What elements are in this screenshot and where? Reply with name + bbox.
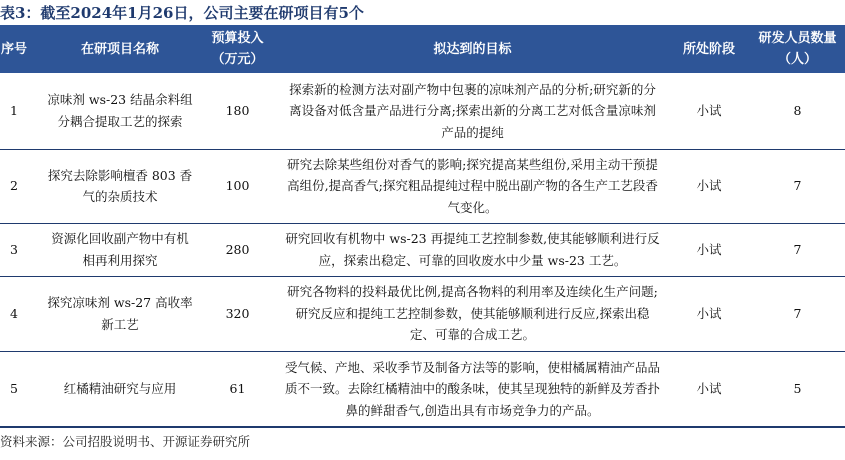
source-note: 资料来源：公司招股说明书、开源证券研究所 bbox=[0, 434, 251, 449]
header-no: 序号 bbox=[0, 41, 27, 57]
table-row bbox=[0, 223, 845, 276]
row-stage: 小试 bbox=[668, 223, 750, 276]
row-budget: 61 bbox=[198, 351, 277, 427]
row-goal: 探索新的检测方法对副产物中包裹的凉味剂产品的分析;研究新的分离设备对低含量产品进行分离;探索出新的分离工艺对低含量凉味剂产品的提纯 bbox=[277, 73, 668, 149]
row-budget: 180 bbox=[198, 73, 277, 149]
row-stage: 小试 bbox=[668, 351, 750, 427]
row-no: 1 bbox=[0, 73, 42, 149]
table-title: 表3：截至2024年1月26日，公司主要在研项目有5个 bbox=[0, 4, 364, 22]
header-budget: 预算投入（万元） bbox=[211, 31, 264, 67]
table-row bbox=[0, 149, 845, 223]
row-budget: 320 bbox=[198, 276, 277, 351]
row-goal: 研究去除某些组份对香气的影响;探究提高某些组份,采用主动干预提高组份,提高香气;探究粗品提纯过程中脱出副产物的各生产工艺段香气变化。 bbox=[277, 149, 668, 223]
row-no: 5 bbox=[0, 351, 42, 427]
table-row bbox=[0, 351, 845, 427]
row-no: 2 bbox=[0, 149, 42, 223]
header-row bbox=[0, 25, 845, 73]
row-name: 探究去除影响檀香 803 香气的杂质技术 bbox=[42, 149, 198, 223]
row-staff: 7 bbox=[750, 223, 845, 276]
row-staff: 8 bbox=[750, 73, 845, 149]
row-name: 红橘精油研究与应用 bbox=[42, 351, 198, 427]
row-goal: 受气候、产地、采收季节及制备方法等的影响，使柑橘属精油产品品质不一致。去除红橘精油中的酸条味，使其呈现独特的新鲜及芳香扑鼻的鲜甜香气,创造出具有市场竞争力的产品。 bbox=[277, 351, 668, 427]
row-goal: 研究回收有机物中 ws-23 再提纯工艺控制参数,使其能够顺利进行反应，探索出稳定、可靠的回收废水中少量 ws-23 工艺。 bbox=[277, 223, 668, 276]
table-row bbox=[0, 276, 845, 351]
row-name: 凉味剂 ws-23 结晶余料组分耦合提取工艺的探索 bbox=[42, 73, 198, 149]
row-name: 资源化回收副产物中有机相再利用探究 bbox=[42, 223, 198, 276]
header-staff: 研发人员数量（人） bbox=[758, 31, 837, 67]
row-no: 4 bbox=[0, 276, 42, 351]
header-stage: 所处阶段 bbox=[682, 41, 735, 57]
row-staff: 7 bbox=[750, 149, 845, 223]
header-goal: 拟达到的目标 bbox=[433, 41, 512, 57]
row-staff: 5 bbox=[750, 351, 845, 427]
header-name: 在研项目名称 bbox=[80, 41, 159, 57]
projects-table bbox=[0, 25, 845, 428]
row-stage: 小试 bbox=[668, 73, 750, 149]
row-budget: 280 bbox=[198, 223, 277, 276]
row-staff: 7 bbox=[750, 276, 845, 351]
table-row bbox=[0, 73, 845, 149]
row-name: 探究凉味剂 ws-27 高收率新工艺 bbox=[42, 276, 198, 351]
row-stage: 小试 bbox=[668, 276, 750, 351]
row-stage: 小试 bbox=[668, 149, 750, 223]
row-no: 3 bbox=[0, 223, 42, 276]
row-budget: 100 bbox=[198, 149, 277, 223]
row-goal: 研究各物料的投料最优比例,提高各物料的利用率及连续化生产问题;研究反应和提纯工艺控制参数，使其能够顺利进行反应,探索出稳定、可靠的合成工艺。 bbox=[277, 276, 668, 351]
